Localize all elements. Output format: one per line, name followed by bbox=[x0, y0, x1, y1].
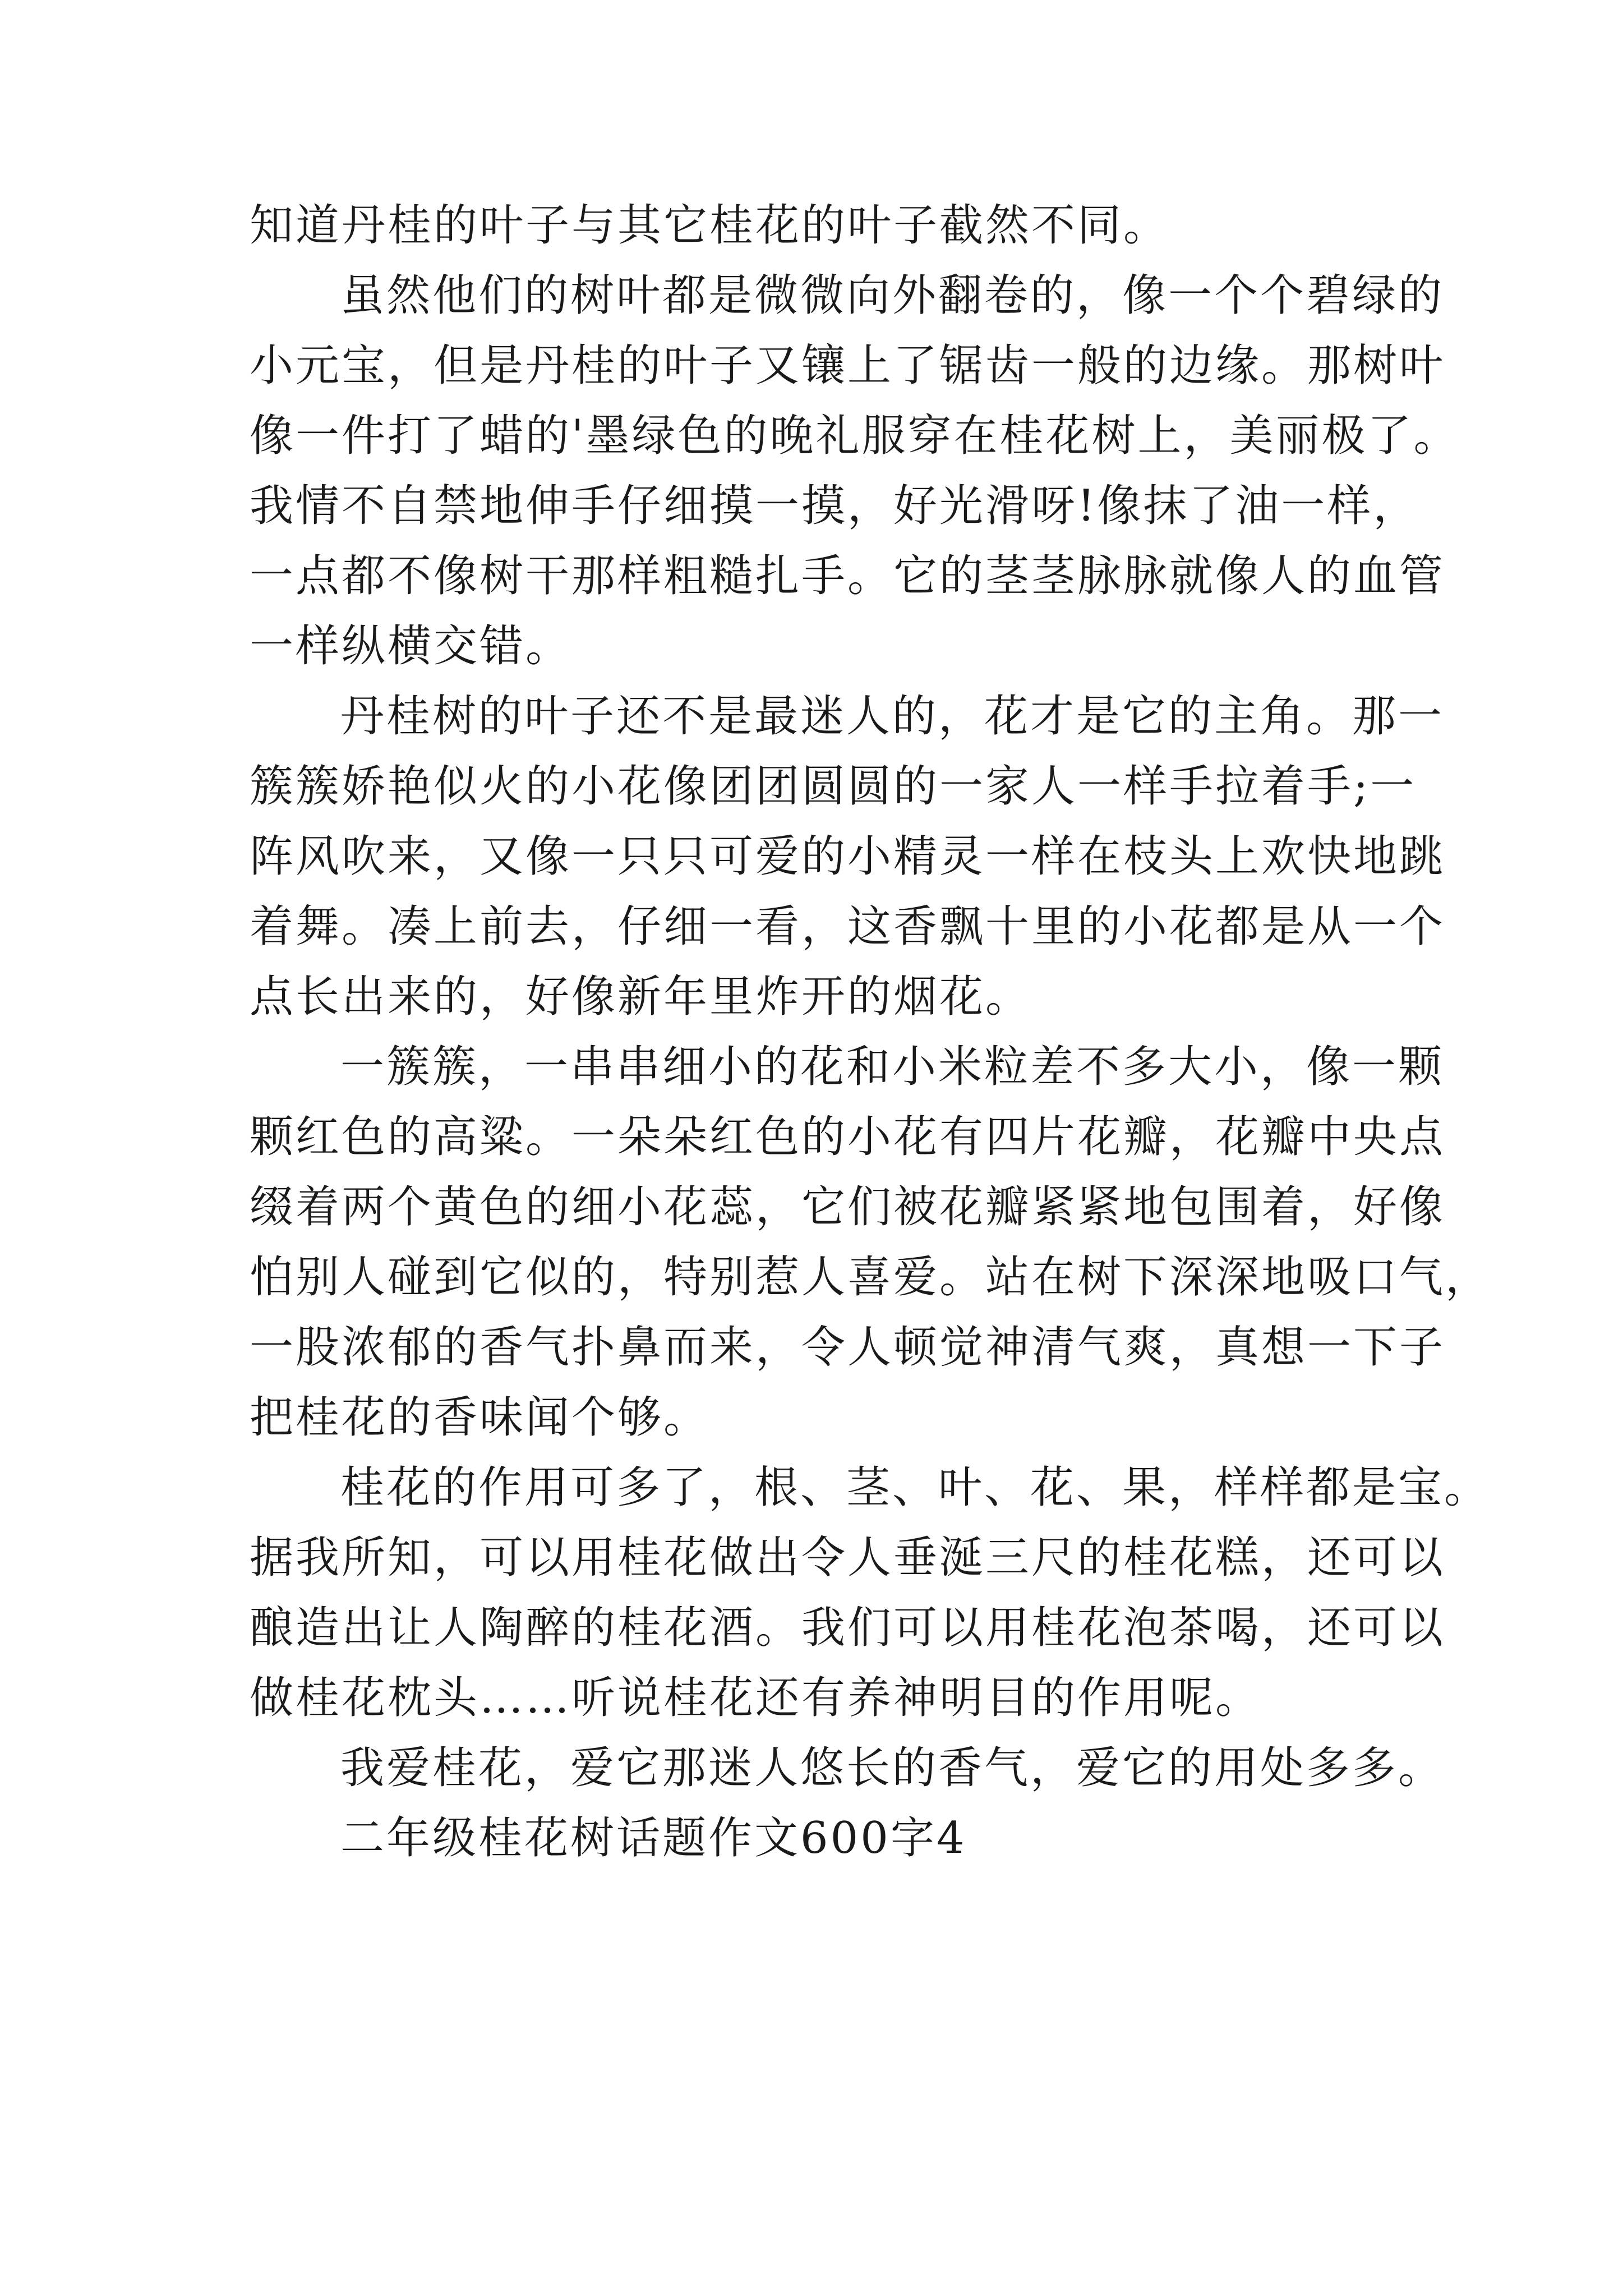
text-line: 丹桂树的叶子还不是最迷人的，花才是它的主角。那一 bbox=[340, 691, 1445, 742]
text-line: 我情不自禁地伸手仔细摸一摸，好光滑呀!像抹了油一样， bbox=[250, 481, 1419, 531]
text-line: 小元宝，但是丹桂的叶子又镶上了锯齿一般的边缘。那树叶 bbox=[250, 341, 1446, 391]
text-line: 我爱桂花，爱它那迷人悠长的香气，爱它的用处多多。 bbox=[340, 1743, 1445, 1793]
text-line: 做桂花枕头……听说桂花还有养神明目的作用呢。 bbox=[250, 1673, 1262, 1723]
text-line: 一样纵横交错。 bbox=[250, 621, 572, 671]
text-line: 一点都不像树干那样粗糙扎手。它的茎茎脉脉就像人的血管 bbox=[250, 551, 1446, 601]
document-body bbox=[250, 191, 1492, 1874]
text-line: 把桂花的香味闻个够。 bbox=[250, 1392, 710, 1443]
text-line: 阵风吹来，又像一只只可爱的小精灵一样在枝头上欢快地跳 bbox=[250, 831, 1446, 882]
text-line: 一股浓郁的香气扑鼻而来，令人顿觉神清气爽，真想一下子 bbox=[250, 1322, 1446, 1373]
text-line: 像一件打了蜡的'墨绿色的晚礼服穿在桂花树上，美丽极了。 bbox=[250, 411, 1460, 461]
text-line: 酿造出让人陶醉的桂花酒。我们可以用桂花泡茶喝，还可以 bbox=[250, 1603, 1446, 1653]
text-line: 据我所知，可以用桂花做出令人垂涎三尺的桂花糕，还可以 bbox=[250, 1533, 1446, 1583]
text-line: 虽然他们的树叶都是微微向外翻卷的，像一个个碧绿的 bbox=[340, 270, 1445, 321]
text-line: 颗红色的高粱。一朵朵红色的小花有四片花瓣，花瓣中央点 bbox=[250, 1112, 1446, 1162]
text-line: 怕别人碰到它似的，特别惹人喜爱。站在树下深深地吸口气， bbox=[250, 1252, 1492, 1303]
text-line: 着舞。凑上前去，仔细一看，这香飘十里的小花都是从一个 bbox=[250, 901, 1446, 952]
text-line: 簇簇娇艳似火的小花像团团圆圆的一家人一样手拉着手;一 bbox=[250, 761, 1417, 812]
text-line: 点长出来的，好像新年里炸开的烟花。 bbox=[250, 972, 1032, 1022]
text-line: 缀着两个黄色的细小花蕊，它们被花瓣紧紧地包围着，好像 bbox=[250, 1182, 1446, 1232]
text-line: 知道丹桂的叶子与其它桂花的叶子截然不同。 bbox=[250, 200, 1170, 251]
section-title: 二年级桂花树话题作文600字4 bbox=[340, 1813, 967, 1864]
text-line: 一簇簇，一串串细小的花和小米粒差不多大小，像一颗 bbox=[340, 1042, 1445, 1092]
text-line: 桂花的作用可多了，根、茎、叶、花、果，样样都是宝。 bbox=[340, 1462, 1491, 1513]
